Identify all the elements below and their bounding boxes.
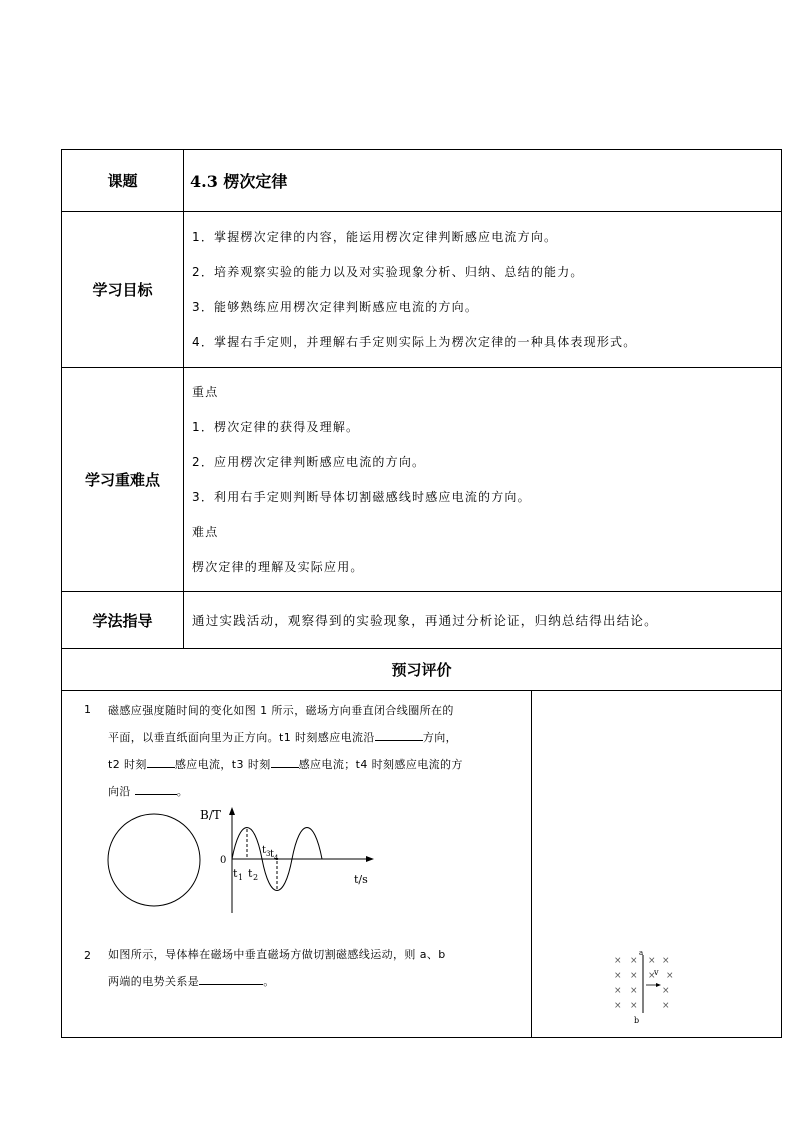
q1-blank-2 (147, 767, 175, 768)
cross-mark: × (662, 986, 670, 996)
t2-sub: 2 (253, 873, 259, 882)
y-axis-arrow (229, 807, 235, 815)
rod-bottom-label: b (634, 1016, 640, 1025)
t4-label: t (270, 849, 275, 860)
q1-line-part: t2 时刻 (108, 758, 147, 771)
cross-mark: × (648, 956, 656, 966)
t3-sub: 3 (266, 850, 271, 858)
q1-line-part: 感应电流；t4 时刻感应电流的方 (298, 758, 463, 771)
preview-title: 预习评价 (62, 649, 782, 691)
figure-cell (532, 691, 782, 1038)
q2-line (108, 968, 528, 995)
origin-label: 0 (220, 855, 227, 866)
key-item: 2．应用楞次定律判断感应电流的方向。 (192, 454, 426, 469)
field-crosses (614, 956, 674, 1011)
q2-figure (610, 949, 680, 1025)
q1-line-part: 感应电流，t3 时刻 (174, 758, 271, 771)
velocity-label: v (654, 968, 659, 977)
cross-mark: × (614, 1001, 622, 1011)
key-item: 1．楞次定律的获得及理解。 (192, 419, 360, 434)
x-axis-label: t/s (354, 873, 368, 886)
t4-sub: 4 (274, 854, 279, 862)
q1-figure (102, 805, 432, 915)
t3-label: t (262, 845, 267, 856)
goals-list (184, 212, 782, 368)
cross-mark: × (648, 971, 656, 981)
goals-label: 学习目标 (62, 212, 184, 368)
q1-text (108, 697, 528, 805)
velocity-arrowhead (656, 983, 661, 987)
cross-mark: × (614, 986, 622, 996)
q1-blank-3 (271, 767, 299, 768)
cross-mark: × (630, 986, 638, 996)
q1-blank-4 (135, 794, 177, 795)
goal-item: 3．能够熟练应用楞次定律判断感应电流的方向。 (192, 299, 479, 314)
difficulty-text: 楞次定律的理解及实际应用。 (192, 559, 364, 574)
lesson-plan-table (61, 149, 782, 1038)
x-axis-arrow (366, 856, 374, 862)
cross-mark: × (630, 1001, 638, 1011)
t2-label: t (248, 867, 253, 880)
q1-line (108, 724, 528, 751)
key-points-label: 学习重难点 (62, 368, 184, 592)
q1-line-part: 方向， (422, 731, 458, 744)
q2-line: 如图所示，导体棒在磁场中垂直磁场方做切割磁感线运动，则 a、b (108, 948, 446, 961)
q2-line-part: 。 (263, 975, 275, 988)
q2-number: 2 (84, 949, 91, 962)
rod-top-label: a (639, 949, 644, 957)
t1-sub: 1 (238, 873, 244, 882)
y-axis-label: B/T (200, 808, 221, 822)
q1-line-part: 平面，以垂直纸面向里为正方向。t1 时刻感应电流沿 (108, 731, 375, 744)
q2-blank (199, 984, 263, 985)
cross-mark: × (662, 1001, 670, 1011)
q2-text (108, 941, 528, 995)
method-value: 通过实践活动，观察得到的实验现象，再通过分析论证，归纳总结得出结论。 (184, 592, 782, 649)
topic-value: 4.3 楞次定律 (184, 150, 782, 212)
key-item: 3．利用右手定则判断导体切割磁感线时感应电流的方向。 (192, 489, 531, 504)
q1-line: 磁感应强度随时间的变化如图 1 所示，磁场方向垂直闭合线圈所在的 (108, 704, 454, 717)
key-heading: 重点 (192, 384, 219, 399)
q1-line (108, 778, 528, 805)
questions-cell (62, 691, 532, 1038)
key-points-list (184, 368, 782, 592)
cross-mark: × (630, 971, 638, 981)
q1-line-part: 向沿 (108, 785, 131, 798)
q1-line (108, 751, 528, 778)
cross-mark: × (662, 956, 670, 966)
cross-mark: × (666, 971, 674, 981)
cross-mark: × (614, 971, 622, 981)
q1-line-part: 。 (176, 785, 189, 798)
q1-number: 1 (84, 703, 91, 716)
goal-item: 2．培养观察实验的能力以及对实验现象分析、归纳、总结的能力。 (192, 264, 584, 279)
cross-mark: × (630, 956, 638, 966)
t1-label: t (233, 867, 238, 880)
goal-item: 1．掌握楞次定律的内容，能运用楞次定律判断感应电流方向。 (192, 229, 558, 244)
goal-item: 4．掌握右手定则，并理解右手定则实际上为楞次定律的一种具体表现形式。 (192, 334, 637, 349)
method-label: 学法指导 (62, 592, 184, 649)
coil-circle (108, 814, 200, 906)
difficulty-heading: 难点 (192, 524, 219, 539)
topic-label: 课题 (62, 150, 184, 212)
q2-line-part: 两端的电势关系是 (108, 975, 200, 988)
cross-mark: × (614, 956, 622, 966)
q1-blank-1 (375, 740, 423, 741)
